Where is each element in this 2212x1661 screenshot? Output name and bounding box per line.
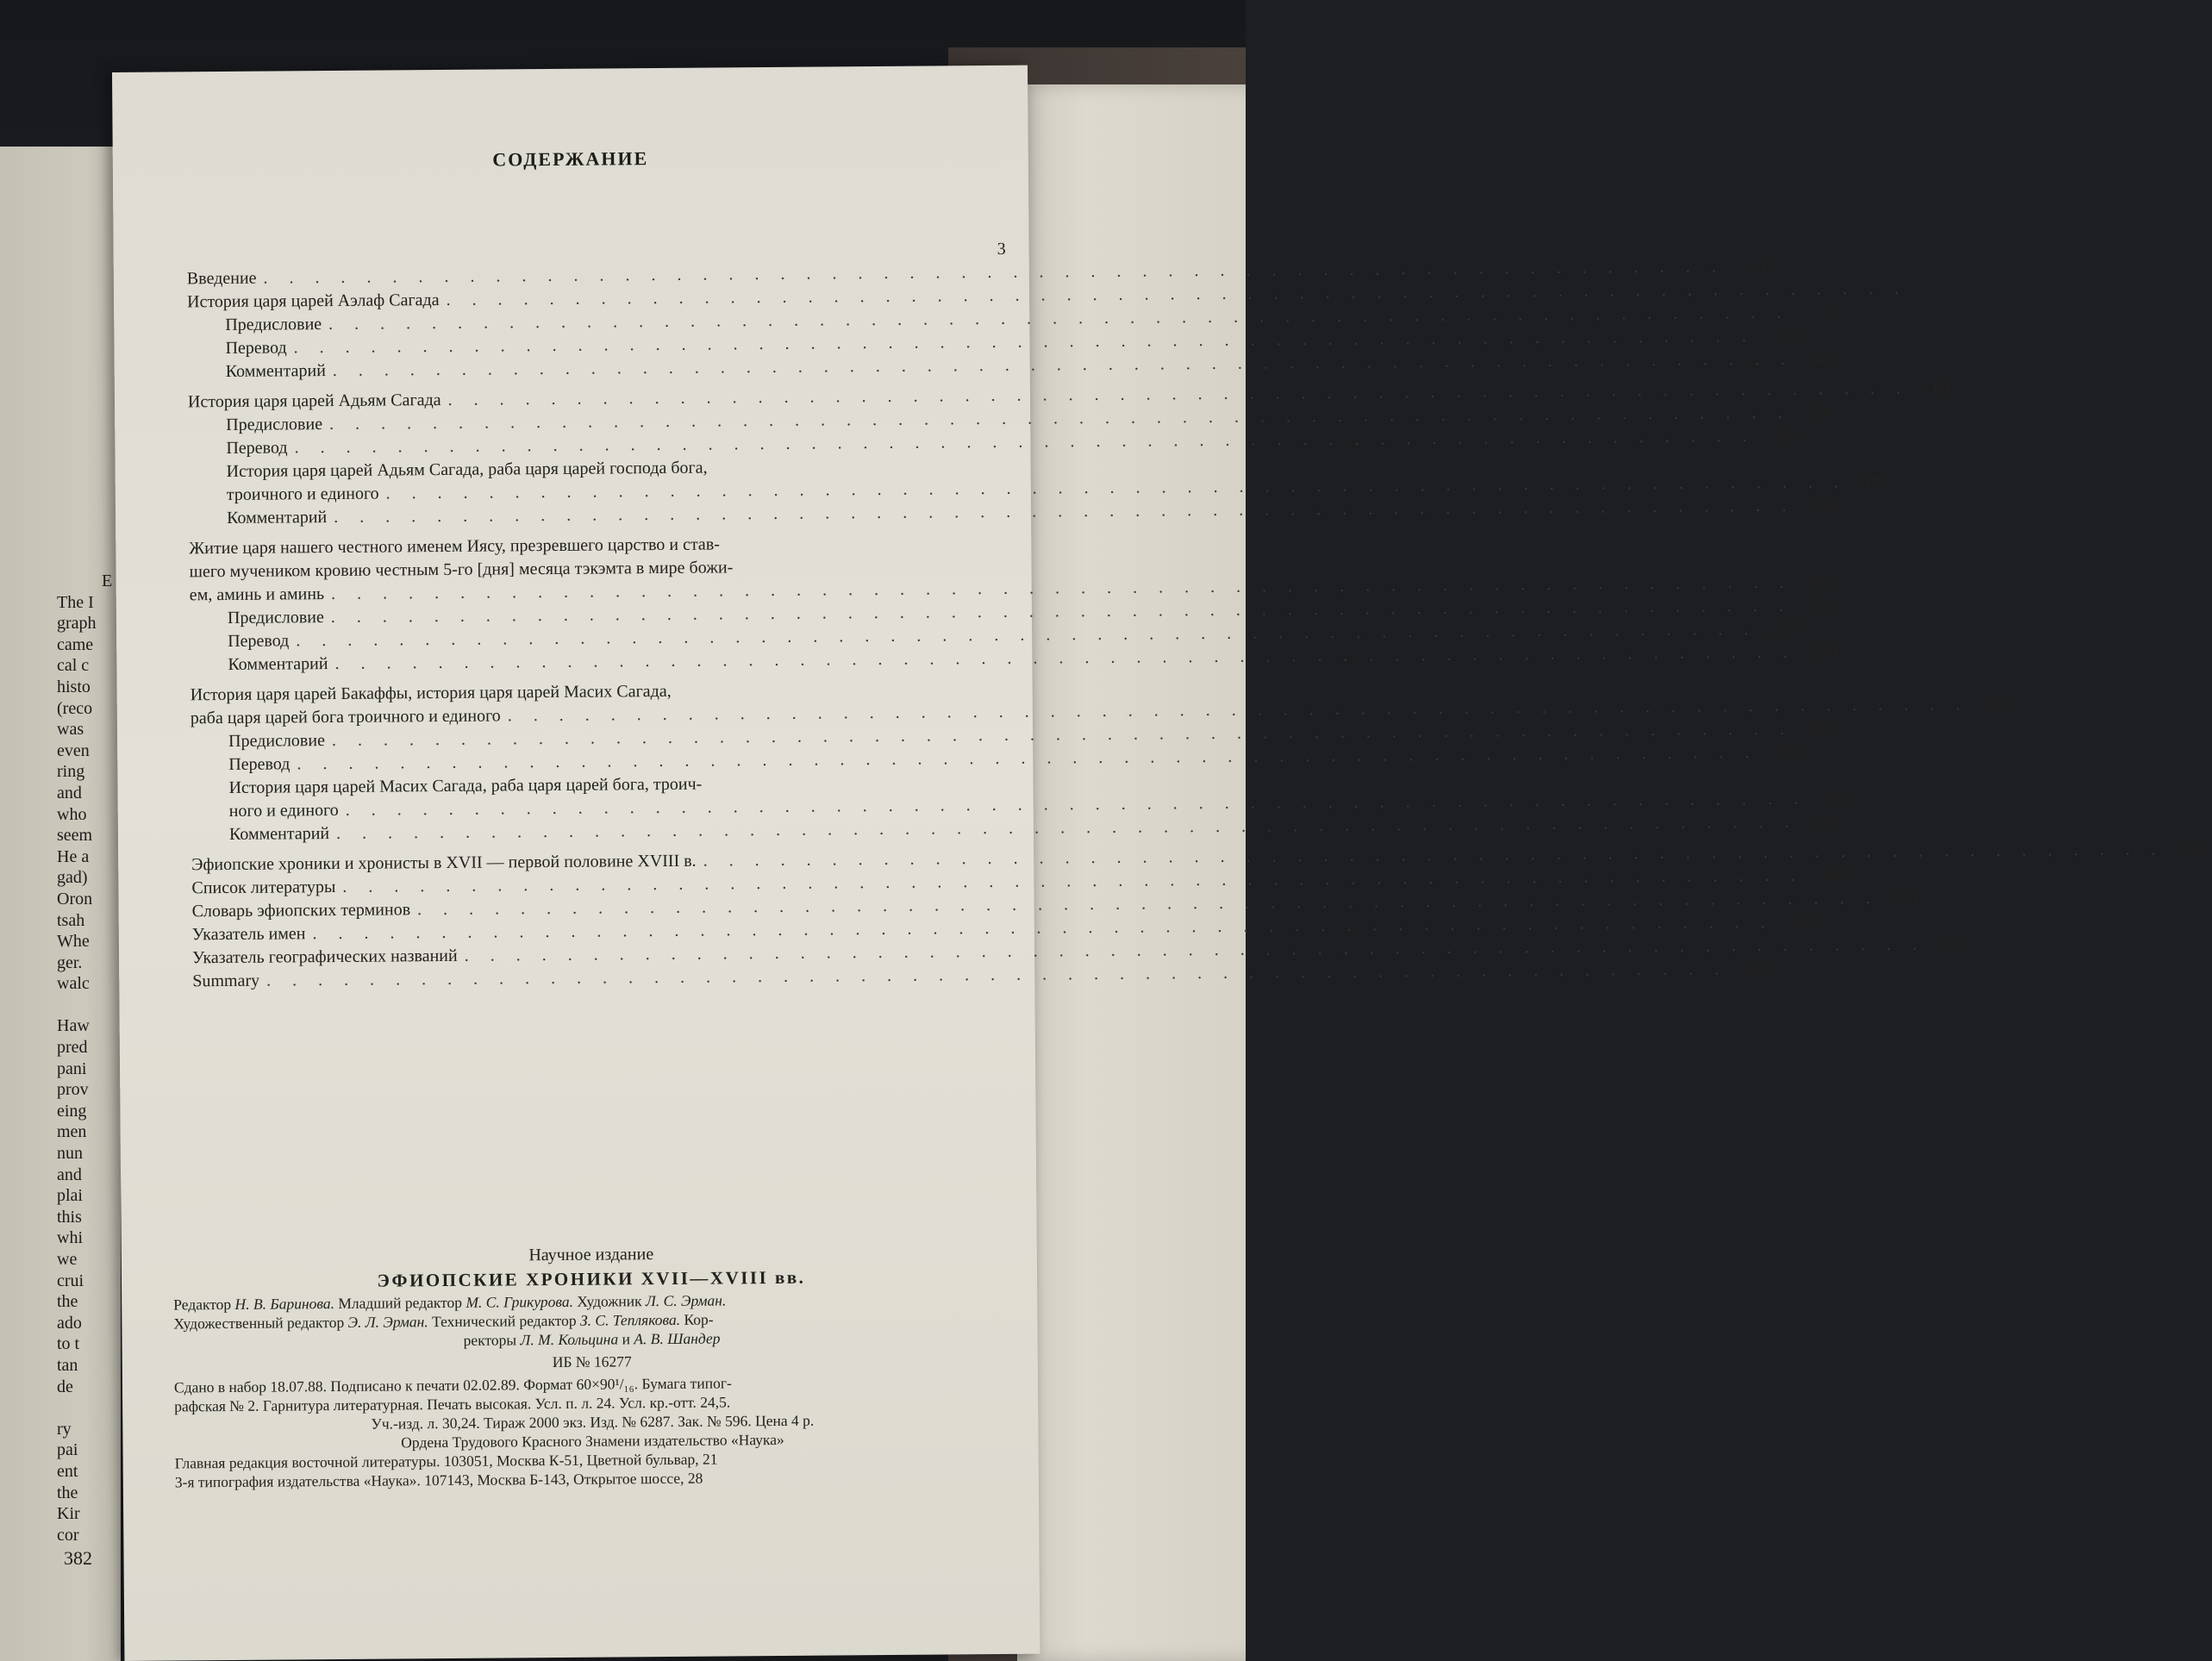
toc-entry-title: История царя царей Аэлаф Сагада [187, 290, 440, 312]
left-page-line: Haw [57, 1016, 90, 1036]
toc-entry-title: Словарь эфиопских терминов [191, 900, 411, 921]
left-page-line: graph [57, 614, 97, 634]
left-page-line: this [57, 1207, 82, 1227]
toc-entry-title: Комментарий [225, 361, 326, 381]
toc-entry-title: Введение [186, 268, 257, 289]
left-page-line: tsah [57, 910, 85, 930]
left-page-line: pani [57, 1058, 87, 1078]
toc-entry-title: Комментарий [228, 824, 330, 844]
left-page-line: pred [57, 1038, 88, 1058]
toc-page-number: 64 [1814, 403, 1833, 422]
toc-entry-title: Эфиопские хроники и хронисты в XVII — первой половине XVIII в. [191, 851, 697, 875]
toc-page-number: 286 [1773, 742, 1800, 762]
toc-page-number: 357 [1789, 912, 1815, 932]
toc-entry-title: ного и единого [228, 800, 339, 821]
toc-page-number: 255 [1807, 572, 1834, 592]
ib-number: ИБ № 16277 [552, 1352, 632, 1371]
left-page-line: Kir [57, 1504, 80, 1524]
credits-line-1: Редактор Н. В. Баринова. Младший редактор М. С. Грикурова. Художник Л. С. Эрман. [173, 1291, 727, 1314]
book-title: ЭФИОПСКИЕ ХРОНИКИ XVII—XVIII вв. [377, 1266, 806, 1291]
left-page-line: who [57, 804, 87, 824]
left-page-line: nun [57, 1144, 83, 1164]
toc-page-number: 279 [1811, 642, 1838, 662]
left-page-line [57, 995, 109, 1016]
toc-page-number: 46 [1817, 349, 1835, 369]
toc-entry-title: Предисловие [227, 608, 324, 628]
credits-line-2: Художественный редактор Э. Л. Эрман. Технический редактор З. С. Теплякова. Кор- [173, 1310, 714, 1333]
left-page-line: to t [57, 1334, 80, 1354]
left-page-line: men [57, 1122, 87, 1142]
left-page-line: ado [57, 1313, 82, 1333]
left-page-line: He a [57, 846, 90, 866]
imprint-block [173, 1242, 1011, 1492]
toc-page-number: 64 [1933, 378, 1951, 398]
toc-entry-title: Summary [192, 971, 260, 991]
publisher-line-3: 3-я типография издательства «Наука». 107143, Москва Б-143, Открытое шоссе, 28 [174, 1469, 703, 1491]
toc-entry-title: История царя царей Адьям Сагада, раба царя царей господа бога, [226, 458, 708, 481]
left-page-line: walc [57, 974, 90, 994]
toc-entry-title: Предисловие [225, 315, 322, 334]
left-page-line: ger. [57, 952, 83, 972]
toc-page-number: 6 [1787, 326, 1796, 346]
toc-page-number: 197 [1862, 471, 1889, 492]
toc-page-number: 369 [1940, 934, 1967, 954]
toc-page-number: 338 [2179, 839, 2206, 859]
toc-page-number: 4 [1821, 303, 1832, 322]
toc-top-page-number: 3 [997, 239, 1006, 259]
toc-entry-title: Перевод [228, 754, 291, 774]
toc-page-number: 255 [1807, 596, 1834, 615]
toc-entry-title-continued: шего мучеником кровию честным 5-го [дня] месяца тэкэмта в мире божи- [189, 558, 734, 582]
toc-page-number: 283 [1808, 719, 1834, 739]
left-page-line: The I [57, 592, 94, 612]
toc-entry [190, 678, 2010, 730]
toc-page-number: 4 [1757, 256, 1766, 277]
toc-entry-title: Предисловие [226, 415, 323, 434]
left-page-line: came [57, 634, 94, 654]
toc-entry-title: ем, аминь и аминь [189, 584, 325, 605]
publisher-line-1: Ордена Трудового Красного Знамени издательство «Наука» [401, 1430, 784, 1452]
toc-entry-title: Комментарий [226, 508, 328, 528]
toc-entry [189, 531, 1834, 607]
left-page-line: and [57, 1165, 82, 1184]
toc-entry-title: Перевод [226, 438, 288, 458]
toc-entry-title: троичного и единого [226, 484, 379, 504]
left-page-line: plai [57, 1186, 83, 1206]
left-page-line: ring [57, 762, 85, 782]
left-page-line: prov [57, 1080, 89, 1100]
left-page-line: the [57, 1483, 78, 1502]
toc-entry-title: Указатель имен [191, 924, 306, 945]
table-of-contents [186, 238, 2206, 993]
toc-entry-title: Предисловие [228, 731, 326, 751]
toc-entry-title: раба царя царей бога троичного и единого [190, 706, 501, 728]
page-title: СОДЕРЖАНИЕ [492, 147, 649, 171]
left-page-line: cal c [57, 656, 90, 676]
left-page-line: crui [57, 1271, 84, 1290]
left-page-line: ent [57, 1461, 78, 1481]
print-line-1: Сдано в набор 18.07.88. Подписано к печати 02.02.89. Формат 60×90¹/₁₆. Бумага типог- [173, 1374, 732, 1396]
print-line-3: Уч.-изд. л. 30,24. Тираж 2000 экз. Изд. № 6287. Зак. № 596. Цена 4 р. [371, 1411, 815, 1433]
left-page-line [57, 1397, 109, 1419]
left-page-number: 382 [64, 1547, 92, 1569]
toc-entry-title: Житие царя нашего честного именем Иясу, презревшего царство и став- [189, 534, 720, 559]
left-page-line: pai [57, 1440, 78, 1460]
edition-kind: Научное издание [528, 1245, 654, 1265]
toc-page-number: 226 [1810, 496, 1837, 515]
left-page-line: de [57, 1377, 73, 1396]
toc-page-number: 302 [1821, 789, 1848, 809]
toc-page-number: 351 [1893, 888, 1921, 908]
left-page-line: tan [57, 1355, 78, 1375]
toc-page-number: 348 [1819, 865, 1846, 885]
left-page-line: even [57, 740, 90, 760]
left-page-line: gad) [57, 868, 88, 888]
toc-entry-title: Перевод [228, 631, 290, 651]
left-page-line: and [57, 783, 82, 802]
toc-entry-title: Комментарий [228, 654, 328, 674]
toc-page-number: 257 [1772, 619, 1799, 639]
left-page-line: ry [57, 1419, 72, 1439]
toc-entry-title: Список литературы [191, 877, 336, 898]
toc-entry-title: Указатель географических названий [191, 946, 458, 968]
left-page-line: the [57, 1292, 78, 1312]
toc-page-number: 66 [1779, 426, 1797, 446]
left-page-line: histo [57, 677, 91, 696]
left-page-line: seem [57, 826, 93, 846]
toc-page-number: 327 [1812, 812, 1840, 832]
left-page-line: E [102, 571, 113, 590]
toc-entry-title: История царя царей Масих Сагада, раба царя царей бога, троич- [228, 774, 703, 797]
print-line-2: рафская № 2. Гарнитура литературная. Печать высокая. Усл. п. л. 24. Усл. кр.-отт. 24,5. [174, 1393, 731, 1415]
credits-line-3: ректоры Л. М. Кольцина и А. В. Шандер [463, 1329, 721, 1349]
left-page-text [57, 571, 113, 1545]
left-page-line: Oron [57, 889, 93, 909]
toc-page-number: 382 [1742, 959, 1770, 979]
left-page-line: cor [57, 1525, 79, 1545]
left-page-line: eing [57, 1101, 87, 1121]
toc-entry-title: История царя царей Адьям Сагада [187, 390, 441, 412]
toc-entry-title: Перевод [225, 338, 287, 358]
toc-entry-title: История царя царей Бакаффы, история царя царей Масих Сагада, [190, 681, 672, 705]
left-page-line: we [57, 1250, 78, 1269]
left-page-line: whi [57, 1228, 83, 1248]
left-page-line: was [57, 720, 84, 740]
left-page-line: (reco [57, 698, 93, 718]
toc-page-number: 283 [1984, 694, 2010, 714]
left-page-line: Whe [57, 932, 90, 952]
contents-page [112, 66, 2206, 1661]
publisher-line-2: Главная редакция восточной литературы. 103051, Москва К-51, Цветной бульвар, 21 [174, 1450, 718, 1472]
